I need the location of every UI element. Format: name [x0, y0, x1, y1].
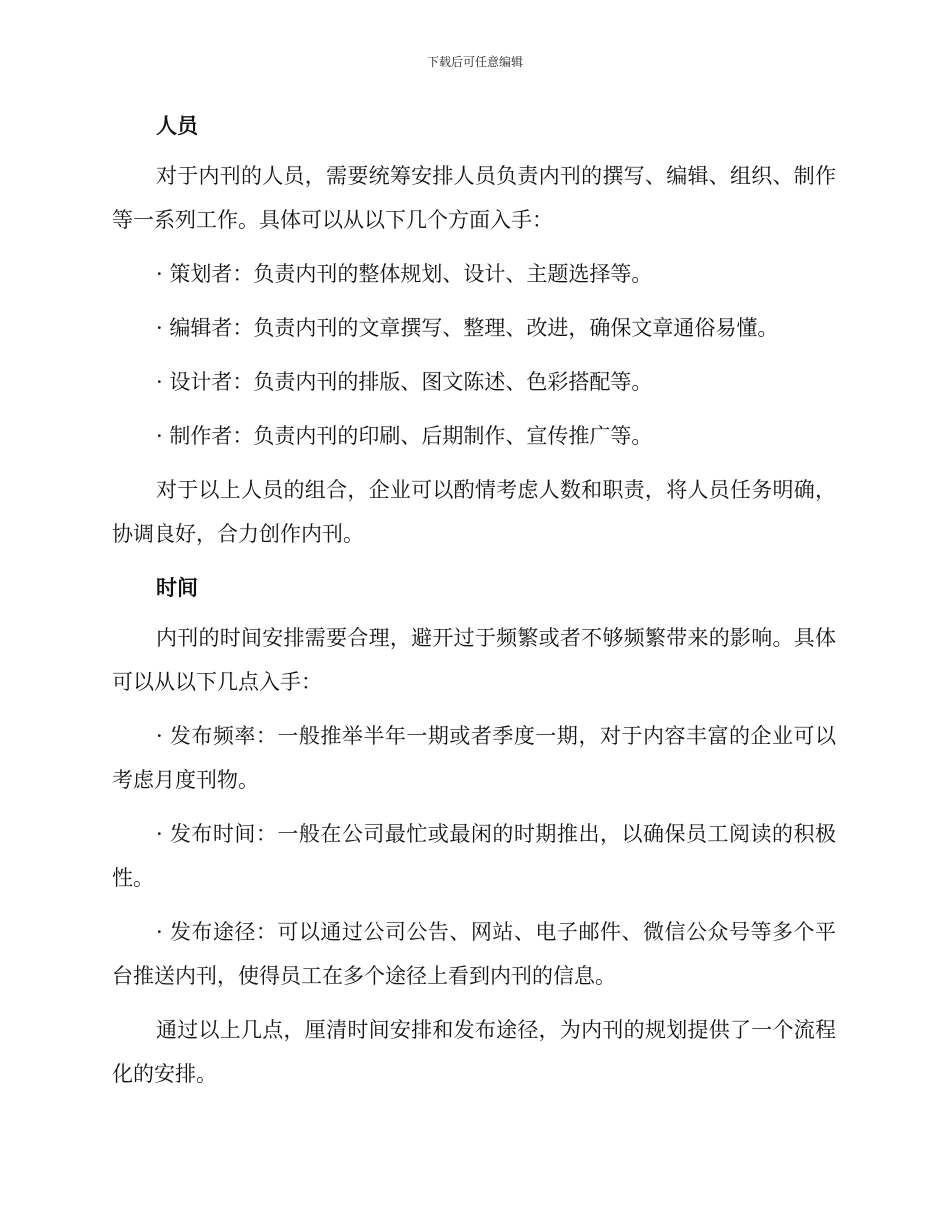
section-title-personnel: 人员 [156, 114, 198, 138]
list-item: · 策划者：负责内刊的整体规划、设计、主题选择等。 [156, 262, 653, 286]
list-item: · 发布频率：一般推举半年一期或者季度一期，对于内容丰富的企业可以考虑月度刊物。 [112, 724, 836, 792]
list-item: · 设计者：负责内刊的排版、图文陈述、色彩搭配等。 [156, 370, 653, 394]
section-intro-time: 内刊的时间安排需要合理，避开过于频繁或者不够频繁带来的影响。具体可以从以下几点入手： [112, 626, 836, 694]
section-personnel [112, 108, 836, 556]
section-title-time: 时间 [156, 576, 198, 600]
page-header-note: 下载后可任意编辑 [426, 55, 523, 69]
document-body [112, 108, 836, 1096]
section-conclusion-time: 通过以上几点，厘清时间安排和发布途径，为内刊的规划提供了一个流程化的安排。 [112, 1018, 836, 1086]
section-conclusion-personnel: 对于以上人员的组合，企业可以酌情考虑人数和职责，将人员任务明确，协调良好，合力创作内刊。 [112, 478, 836, 546]
list-item: · 编辑者：负责内刊的文章撰写、整理、改进，确保文章通俗易懂。 [156, 316, 779, 340]
list-item: · 发布途径：可以通过公司公告、网站、电子邮件、微信公众号等多个平台推送内刊，使得员工在多个途径上看到内刊的信息。 [112, 920, 836, 988]
section-time [112, 570, 836, 1096]
list-item: · 发布时间：一般在公司最忙或最闲的时期推出，以确保员工阅读的积极性。 [112, 822, 836, 890]
list-item: · 制作者：负责内刊的印刷、后期制作、宣传推广等。 [156, 424, 653, 448]
section-intro-personnel: 对于内刊的人员，需要统筹安排人员负责内刊的撰写、编辑、组织、制作等一系列工作。具体可以从以下几个方面入手： [112, 164, 836, 232]
